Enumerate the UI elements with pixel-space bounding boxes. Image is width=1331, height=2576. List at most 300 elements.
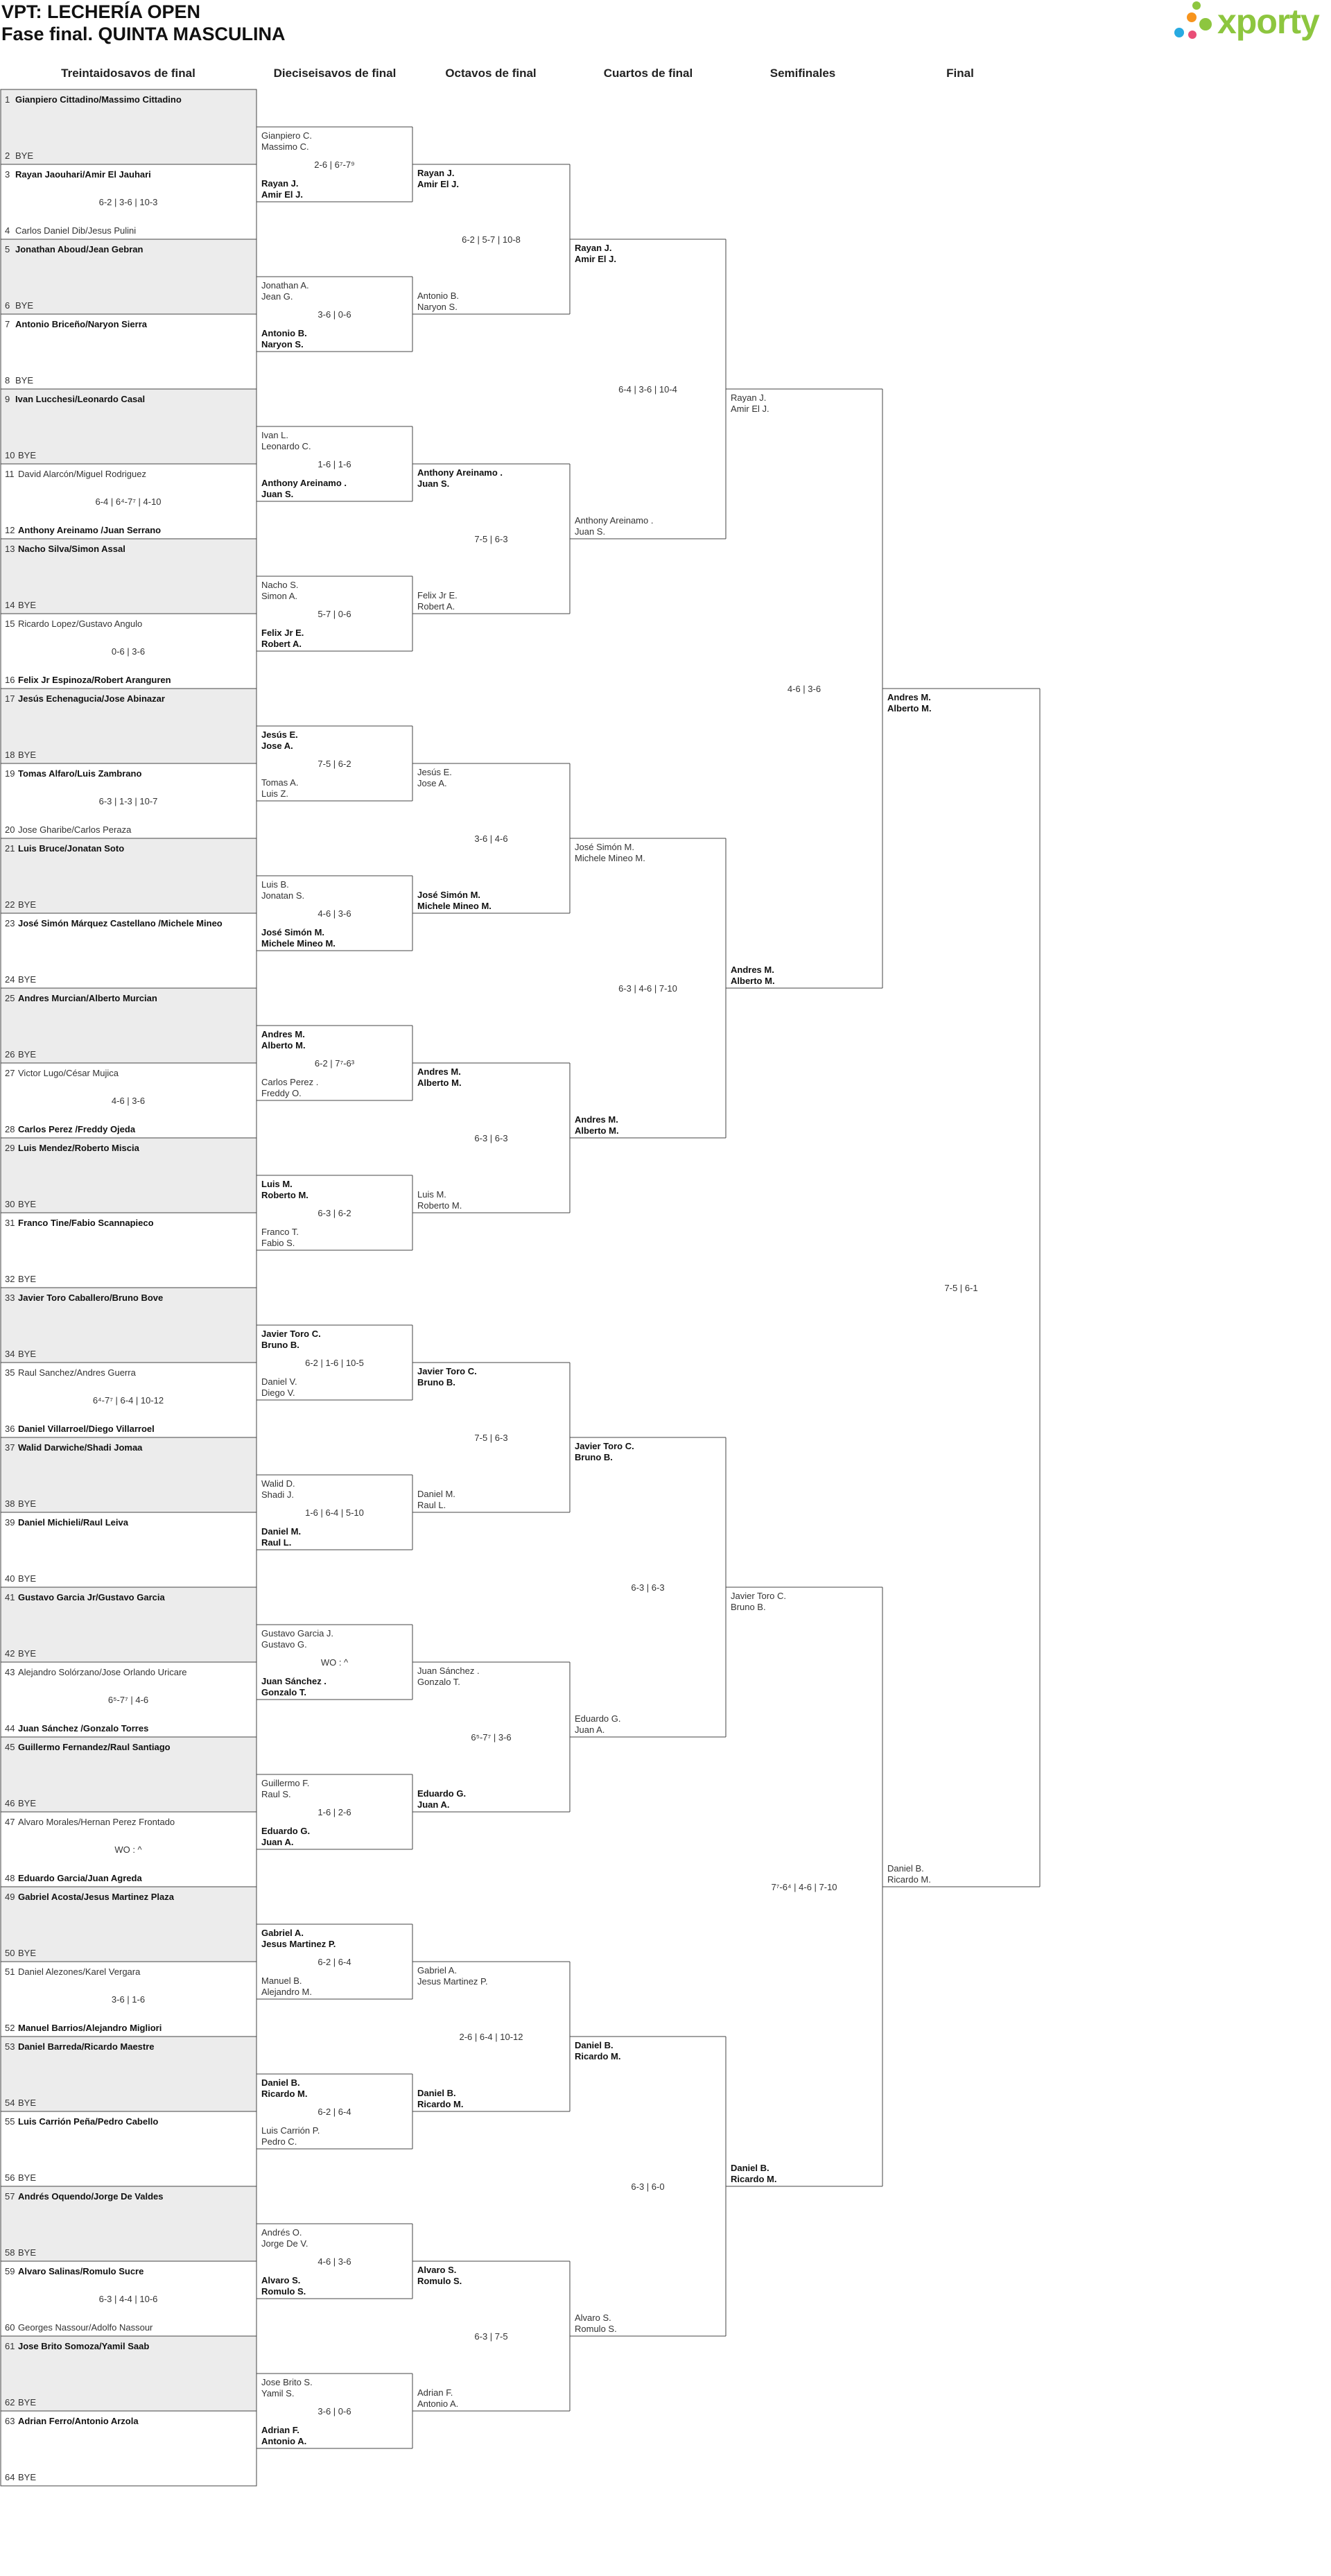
r16-team-bottom-name-2: Michele Mineo M. [261, 938, 336, 949]
sf-team-bottom-name-1: Daniel B. [731, 2163, 769, 2173]
qf-team-top-name-1: Daniel B. [575, 2040, 614, 2050]
r32-score: 4-6 | 3-6 [111, 1096, 146, 1106]
r32-team-top: Luis Bruce/Jonatan Soto [18, 843, 125, 854]
seed-number: 18 [5, 750, 15, 760]
r32-team-top: Ricardo Lopez/Gustavo Angulo [18, 619, 143, 629]
seed-number: 59 [5, 2266, 15, 2276]
r16-team-bottom-name-2: Diego V. [261, 1388, 295, 1398]
seed-number: 62 [5, 2397, 15, 2408]
r32-team-top: David Alarcón/Miguel Rodriguez [18, 469, 146, 479]
r32-team-bottom: Carlos Perez /Freddy Ojeda [18, 1124, 136, 1134]
r32-team-top: Alejandro Solórzano/Jose Orlando Uricare [18, 1667, 187, 1677]
r8-team-top-name-1: Rayan J. [417, 168, 455, 178]
qf-team-top-name-2: Ricardo M. [575, 2051, 621, 2061]
seed-number: 11 [5, 469, 15, 479]
r8-team-bottom-name-2: Ricardo M. [417, 2099, 464, 2109]
r16-score: 1-6 | 6-4 | 5-10 [305, 1507, 364, 1518]
r8-team-bottom-name-2: Raul L. [417, 1500, 446, 1510]
r16-score: 4-6 | 3-6 [317, 2256, 351, 2267]
r32-score: 6⁵-7⁷ | 4-6 [107, 1695, 149, 1705]
r16-team-bottom-name-2: Pedro C. [261, 2136, 297, 2147]
round-header-sf: Semifinales [769, 67, 836, 80]
r16-team-bottom-name-1: Daniel M. [261, 1526, 302, 1537]
seed-number: 31 [5, 1218, 15, 1228]
r16-team-top-name-1: Luis B. [261, 879, 289, 890]
r32-team-bottom: BYE [18, 1049, 37, 1060]
qf-score: 6-3 | 6-3 [631, 1582, 665, 1593]
r32-score: 6-2 | 3-6 | 10-3 [98, 197, 158, 207]
seed-number: 24 [5, 974, 15, 985]
r8-team-bottom-name-2: Michele Mineo M. [417, 901, 491, 911]
r32-team-top: Antonio Briceño/Naryon Sierra [15, 319, 147, 329]
r8-score: 7-5 | 6-3 [474, 1433, 508, 1443]
seed-number: 63 [5, 2416, 15, 2426]
seed-number: 42 [5, 1648, 15, 1659]
r32-team-top: Nacho Silva/Simon Assal [18, 544, 125, 554]
r16-team-bottom-name-1: Rayan J. [261, 178, 299, 189]
r16-team-top-name-1: Ivan L. [261, 430, 289, 440]
seed-number: 17 [5, 693, 15, 704]
r32-score: 3-6 | 1-6 [111, 1994, 146, 2005]
qf-team-bottom-name-2: Romulo S. [575, 2324, 617, 2334]
r32-team-bottom: Georges Nassour/Adolfo Nassour [18, 2322, 153, 2333]
r32-team-bottom: BYE [18, 1798, 37, 1808]
r8-team-top-name-1: Gabriel A. [417, 1965, 458, 1976]
seed-number: 39 [5, 1517, 15, 1528]
r32-team-bottom: BYE [18, 974, 37, 985]
page-subtitle: Fase final. QUINTA MASCULINA [1, 24, 286, 44]
r32-score: 0-6 | 3-6 [111, 646, 146, 657]
r8-team-bottom-name-1: Adrian F. [417, 2387, 453, 2398]
r32-team-bottom: BYE [15, 375, 34, 386]
r8-team-bottom-name-2: Naryon S. [417, 302, 458, 312]
round-header-qf: Cuartos de final [603, 67, 693, 80]
final-team-bottom-name-2: Ricardo M. [887, 1874, 931, 1885]
r32-team-bottom: Carlos Daniel Dib/Jesus Pulini [15, 225, 137, 236]
seed-number: 35 [5, 1367, 15, 1378]
r16-team-top-name-1: Nacho S. [261, 580, 299, 590]
seed-number: 3 [5, 169, 10, 180]
qf-team-bottom-name-1: Anthony Areinamo . [575, 515, 654, 526]
r16-team-top-name-2: Gustavo G. [261, 1639, 307, 1650]
r16-team-bottom-name-2: Fabio S. [261, 1238, 295, 1248]
seed-number: 5 [5, 244, 10, 254]
r32-team-top: Gabriel Acosta/Jesus Martinez Plaza [18, 1892, 174, 1902]
r8-team-bottom-name-1: Daniel M. [417, 1489, 455, 1499]
r8-team-top-name-2: Alberto M. [417, 1078, 462, 1088]
r32-score: WO : ^ [114, 1844, 142, 1855]
r16-team-bottom-name-2: Robert A. [261, 639, 302, 649]
r16-score: 2-6 | 6⁷-7⁹ [314, 159, 355, 170]
seed-number: 48 [5, 1873, 15, 1883]
r16-team-top-name-2: Raul S. [261, 1789, 291, 1799]
qf-team-top-name-1: José Simón M. [575, 842, 634, 852]
qf-team-top-name-2: Amir El J. [575, 254, 616, 264]
r32-team-top: Adrian Ferro/Antonio Arzola [18, 2416, 139, 2426]
r32-team-top: Andres Murcian/Alberto Murcian [18, 993, 157, 1003]
seed-number: 9 [5, 394, 10, 404]
seed-number: 33 [5, 1293, 15, 1303]
r32-team-top: Javier Toro Caballero/Bruno Bove [18, 1293, 164, 1303]
r8-team-top-name-1: Anthony Areinamo . [417, 467, 503, 478]
r8-score: 6⁵-7⁷ | 3-6 [471, 1732, 512, 1743]
r32-team-bottom: BYE [18, 2397, 37, 2408]
qf-team-bottom-name-2: Juan A. [575, 1724, 605, 1735]
seed-number: 10 [5, 450, 15, 460]
seed-number: 53 [5, 2041, 15, 2052]
r16-team-top-name-1: Gabriel A. [261, 1928, 304, 1938]
seed-number: 2 [5, 150, 10, 161]
r8-team-top-name-1: Javier Toro C. [417, 1366, 477, 1376]
seed-number: 29 [5, 1143, 15, 1153]
r16-score: 3-6 | 0-6 [317, 2406, 351, 2417]
r16-score: 3-6 | 0-6 [317, 309, 351, 320]
seed-number: 8 [5, 375, 10, 386]
sf-team-top-name-2: Amir El J. [731, 404, 769, 414]
r32-score: 6⁴-7⁷ | 6-4 | 10-12 [92, 1395, 164, 1406]
seed-number: 34 [5, 1349, 15, 1359]
seed-number: 4 [5, 225, 10, 236]
r32-team-bottom: BYE [18, 450, 37, 460]
r32-team-top: Ivan Lucchesi/Leonardo Casal [15, 394, 146, 404]
r32-team-top: Gianpiero Cittadino/Massimo Cittadino [15, 94, 182, 105]
r32-team-top: Gustavo Garcia Jr/Gustavo Garcia [18, 1592, 165, 1602]
r16-team-top-name-1: Javier Toro C. [261, 1329, 321, 1339]
sf-team-bottom-name-2: Ricardo M. [731, 2174, 777, 2184]
r16-team-top-name-2: Alberto M. [261, 1040, 306, 1051]
seed-number: 64 [5, 2472, 15, 2482]
qf-score: 6-3 | 4-6 | 7-10 [618, 983, 677, 994]
r16-team-top-name-1: Gianpiero C. [261, 130, 312, 141]
r16-score: 6-2 | 6-4 [317, 1957, 351, 1967]
seed-number: 41 [5, 1592, 15, 1602]
r8-score: 3-6 | 4-6 [474, 833, 508, 844]
r16-team-top-name-2: Simon A. [261, 591, 298, 601]
r32-team-bottom: Eduardo Garcia/Juan Agreda [18, 1873, 142, 1883]
r32-team-bottom: BYE [18, 1573, 37, 1584]
r16-team-bottom-name-1: Carlos Perez . [261, 1077, 319, 1087]
seed-number: 51 [5, 1966, 15, 1977]
r16-team-bottom-name-1: Daniel V. [261, 1376, 297, 1387]
r16-team-top-name-1: Jonathan A. [261, 280, 309, 291]
r16-team-top-name-2: Jonatan S. [261, 890, 305, 901]
r16-team-bottom-name-2: Romulo S. [261, 2286, 306, 2297]
r32-team-top: Guillermo Fernandez/Raul Santiago [18, 1742, 171, 1752]
sf-score: 7⁷-6⁴ | 4-6 | 7-10 [771, 1882, 837, 1892]
seed-number: 14 [5, 600, 15, 610]
r32-team-top: Raul Sanchez/Andres Guerra [18, 1367, 136, 1378]
r16-score: 1-6 | 1-6 [317, 459, 351, 469]
sf-score: 4-6 | 3-6 [787, 684, 821, 694]
seed-number: 56 [5, 2172, 15, 2183]
r16-team-top-name-1: Guillermo F. [261, 1778, 310, 1788]
r16-team-top-name-2: Yamil S. [261, 2388, 295, 2398]
seed-number: 40 [5, 1573, 15, 1584]
round-header-final: Final [946, 67, 974, 80]
r32-team-bottom: BYE [18, 1498, 37, 1509]
r8-team-bottom-name-1: José Simón M. [417, 890, 481, 900]
r8-team-bottom-name-2: Roberto M. [417, 1200, 462, 1211]
r32-team-bottom: BYE [18, 2098, 37, 2108]
r16-team-bottom-name-1: José Simón M. [261, 927, 325, 937]
r8-team-top-name-1: Alvaro S. [417, 2265, 457, 2275]
seed-number: 6 [5, 300, 10, 311]
r16-score: 6-2 | 1-6 | 10-5 [305, 1358, 364, 1368]
round-header-r32: Treintaidosavos de final [61, 67, 195, 80]
r8-team-bottom-name-1: Antonio B. [417, 291, 459, 301]
final-team-bottom-name-1: Daniel B. [887, 1863, 924, 1874]
logo-text: xporty [1217, 2, 1319, 41]
r32-team-bottom: BYE [18, 2472, 37, 2482]
r32-team-bottom: BYE [18, 2172, 37, 2183]
seed-number: 20 [5, 824, 15, 835]
r16-team-bottom-name-2: Amir El J. [261, 189, 303, 200]
r16-team-top-name-1: Jose Brito S. [261, 2377, 313, 2387]
final-team-top-name-1: Andres M. [887, 692, 931, 702]
r32-team-bottom: Daniel Villarroel/Diego Villarroel [18, 1424, 155, 1434]
r8-team-bottom-name-2: Juan A. [417, 1799, 450, 1810]
r32-score: 6-3 | 4-4 | 10-6 [98, 2294, 158, 2304]
r32-team-top: Luis Carrión Peña/Pedro Cabello [18, 2116, 159, 2127]
r16-score: 1-6 | 2-6 [317, 1807, 351, 1817]
r32-team-top: Walid Darwiche/Shadi Jomaa [18, 1442, 143, 1453]
r16-team-top-name-2: Jean G. [261, 291, 293, 302]
r16-team-bottom-name-1: Manuel B. [261, 1976, 302, 1986]
qf-team-bottom-name-2: Juan S. [575, 526, 606, 537]
seed-number: 37 [5, 1442, 15, 1453]
qf-team-bottom-name-2: Alberto M. [575, 1125, 619, 1136]
seed-number: 13 [5, 544, 15, 554]
r16-team-bottom-name-2: Raul L. [261, 1537, 292, 1548]
r32-team-top: Jesús Echenagucia/Jose Abinazar [18, 693, 165, 704]
r8-team-bottom-name-1: Luis M. [417, 1189, 446, 1200]
seed-number: 60 [5, 2322, 15, 2333]
sf-team-top-name-1: Rayan J. [731, 392, 767, 403]
r8-team-top-name-2: Jesus Martinez P. [417, 1976, 488, 1987]
sf-team-bottom-name-2: Alberto M. [731, 976, 775, 986]
seed-number: 26 [5, 1049, 15, 1060]
r16-score: 6-2 | 7⁷-6³ [314, 1058, 355, 1069]
r32-team-bottom: Juan Sánchez /Gonzalo Torres [18, 1723, 149, 1734]
r32-team-top: Daniel Alezones/Karel Vergara [18, 1966, 141, 1977]
r32-score: 6-3 | 1-3 | 10-7 [98, 796, 158, 806]
seed-number: 21 [5, 843, 15, 854]
r16-team-top-name-2: Jorge De V. [261, 2238, 308, 2249]
r16-score: 7-5 | 6-2 [317, 759, 351, 769]
r32-team-bottom: BYE [18, 1349, 37, 1359]
r32-score: 6-4 | 6⁴-7⁷ | 4-10 [95, 496, 162, 507]
r32-team-bottom: BYE [18, 600, 37, 610]
seed-number: 22 [5, 899, 15, 910]
r8-team-top-name-1: Juan Sánchez . [417, 1666, 480, 1676]
r8-team-bottom-name-1: Felix Jr E. [417, 590, 458, 600]
r8-team-top-name-2: Bruno B. [417, 1377, 455, 1388]
r8-team-top-name-2: Juan S. [417, 478, 450, 489]
r16-team-bottom-name-2: Naryon S. [261, 339, 304, 349]
seed-number: 52 [5, 2023, 15, 2033]
r16-team-top-name-1: Andrés O. [261, 2227, 302, 2238]
r16-team-bottom-name-1: Tomas A. [261, 777, 299, 788]
seed-number: 32 [5, 1274, 15, 1284]
qf-team-top-name-2: Bruno B. [575, 1452, 613, 1462]
r16-team-top-name-2: Shadi J. [261, 1489, 294, 1500]
seed-number: 49 [5, 1892, 15, 1902]
r16-team-top-name-1: Walid D. [261, 1478, 295, 1489]
r16-score: WO : ^ [320, 1657, 349, 1668]
r16-team-top-name-2: Bruno B. [261, 1340, 299, 1350]
r16-team-top-name-2: Massimo C. [261, 141, 309, 152]
r16-team-bottom-name-1: Alvaro S. [261, 2275, 301, 2285]
r16-team-bottom-name-2: Antonio A. [261, 2436, 307, 2446]
r16-team-bottom-name-2: Gonzalo T. [261, 1687, 306, 1697]
r8-team-top-name-1: Jesús E. [417, 767, 452, 777]
r8-team-bottom-name-2: Antonio A. [417, 2398, 459, 2409]
r32-team-bottom: Jose Gharibe/Carlos Peraza [18, 824, 132, 835]
r32-team-bottom: BYE [18, 750, 37, 760]
r16-team-bottom-name-1: Adrian F. [261, 2425, 299, 2435]
r32-team-bottom: BYE [18, 1648, 37, 1659]
r16-team-top-name-1: Luis M. [261, 1179, 293, 1189]
seed-number: 16 [5, 675, 15, 685]
r16-score: 6-3 | 6-2 [317, 1208, 351, 1218]
r8-team-top-name-2: Amir El J. [417, 179, 459, 189]
r32-team-top: Jose Brito Somoza/Yamil Saab [18, 2341, 150, 2351]
r32-team-top: Tomas Alfaro/Luis Zambrano [18, 768, 142, 779]
r32-team-bottom: BYE [18, 1199, 37, 1209]
r32-team-top: Alvaro Morales/Hernan Perez Frontado [18, 1817, 175, 1827]
seed-number: 61 [5, 2341, 15, 2351]
r8-score: 6-3 | 7-5 [474, 2331, 508, 2342]
r32-team-top: Alvaro Salinas/Romulo Sucre [18, 2266, 144, 2276]
round-header-r8: Octavos de final [445, 67, 537, 80]
seed-number: 23 [5, 918, 15, 928]
r16-team-top-name-1: Daniel B. [261, 2077, 300, 2088]
seed-number: 12 [5, 525, 15, 535]
r32-team-bottom: Anthony Areinamo /Juan Serrano [18, 525, 162, 535]
seed-number: 46 [5, 1798, 15, 1808]
seed-number: 30 [5, 1199, 15, 1209]
r8-team-top-name-2: Jose A. [417, 778, 447, 788]
r32-team-bottom: BYE [15, 150, 34, 161]
seed-number: 1 [5, 94, 10, 105]
qf-team-top-name-1: Javier Toro C. [575, 1441, 634, 1451]
r16-team-bottom-name-1: Franco T. [261, 1227, 299, 1237]
seed-number: 54 [5, 2098, 15, 2108]
seed-number: 57 [5, 2191, 15, 2202]
r16-team-bottom-name-1: Anthony Areinamo . [261, 478, 347, 488]
r32-team-bottom: BYE [18, 1948, 37, 1958]
r16-team-top-name-1: Andres M. [261, 1029, 305, 1039]
r32-team-bottom: Manuel Barrios/Alejandro Migliori [18, 2023, 162, 2033]
r16-team-bottom-name-1: Felix Jr E. [261, 628, 304, 638]
r8-team-top-name-2: Gonzalo T. [417, 1677, 460, 1687]
qf-team-bottom-name-1: Alvaro S. [575, 2313, 611, 2323]
r8-score: 7-5 | 6-3 [474, 534, 508, 544]
r16-team-bottom-name-1: Antonio B. [261, 328, 307, 338]
seed-number: 50 [5, 1948, 15, 1958]
r16-team-bottom-name-2: Luis Z. [261, 788, 289, 799]
r16-team-bottom-name-2: Juan S. [261, 489, 294, 499]
r32-team-top: Jonathan Aboud/Jean Gebran [15, 244, 143, 254]
sf-team-top-name-1: Javier Toro C. [731, 1591, 786, 1601]
r32-team-top: Luis Mendez/Roberto Miscia [18, 1143, 139, 1153]
seed-number: 19 [5, 768, 15, 779]
r16-team-top-name-2: Roberto M. [261, 1190, 308, 1200]
seed-number: 47 [5, 1817, 15, 1827]
r16-team-bottom-name-2: Juan A. [261, 1837, 294, 1847]
r32-team-bottom: BYE [18, 1274, 37, 1284]
r8-team-top-name-1: Andres M. [417, 1066, 461, 1077]
r16-team-bottom-name-1: Eduardo G. [261, 1826, 311, 1836]
seed-number: 7 [5, 319, 10, 329]
r8-team-top-name-2: Romulo S. [417, 2276, 462, 2286]
r8-team-bottom-name-1: Daniel B. [417, 2088, 456, 2098]
r32-team-top: Daniel Michieli/Raul Leiva [18, 1517, 128, 1528]
r16-team-bottom-name-1: Juan Sánchez . [261, 1676, 327, 1686]
r8-score: 6-3 | 6-3 [474, 1133, 508, 1143]
r16-team-top-name-2: Ricardo M. [261, 2089, 308, 2099]
seed-number: 27 [5, 1068, 15, 1078]
r32-team-top: Franco Tine/Fabio Scannapieco [18, 1218, 154, 1228]
r16-team-top-name-1: Gustavo Garcia J. [261, 1628, 334, 1639]
qf-team-bottom-name-1: Andres M. [575, 1114, 618, 1125]
seed-number: 28 [5, 1124, 15, 1134]
r16-score: 5-7 | 0-6 [317, 609, 351, 619]
r8-score: 6-2 | 5-7 | 10-8 [462, 234, 521, 245]
sf-team-bottom-name-1: Andres M. [731, 965, 774, 975]
seed-number: 25 [5, 993, 15, 1003]
final-score: 7-5 | 6-1 [944, 1283, 978, 1293]
final-team-top-name-2: Alberto M. [887, 703, 932, 714]
r8-team-bottom-name-2: Robert A. [417, 601, 455, 612]
r32-team-bottom: BYE [18, 2247, 37, 2258]
r16-team-bottom-name-2: Freddy O. [261, 1088, 302, 1098]
r16-team-bottom-name-1: Luis Carrión P. [261, 2125, 320, 2136]
r8-team-bottom-name-1: Eduardo G. [417, 1788, 467, 1799]
seed-number: 38 [5, 1498, 15, 1509]
r32-team-top: Andrés Oquendo/Jorge De Valdes [18, 2191, 164, 2202]
seed-number: 43 [5, 1667, 15, 1677]
r32-team-bottom: Felix Jr Espinoza/Robert Aranguren [18, 675, 171, 685]
seed-number: 36 [5, 1424, 15, 1434]
r16-team-top-name-1: Jesús E. [261, 729, 298, 740]
r16-team-top-name-2: Jose A. [261, 741, 293, 751]
seed-number: 15 [5, 619, 15, 629]
r32-team-top: Daniel Barreda/Ricardo Maestre [18, 2041, 155, 2052]
r16-team-bottom-name-2: Alejandro M. [261, 1987, 312, 1997]
seed-number: 45 [5, 1742, 15, 1752]
r16-score: 4-6 | 3-6 [317, 908, 351, 919]
r8-score: 2-6 | 6-4 | 10-12 [459, 2032, 523, 2042]
r32-team-top: José Simón Márquez Castellano /Michele Mineo [18, 918, 223, 928]
sf-team-top-name-2: Bruno B. [731, 1602, 766, 1612]
qf-score: 6-3 | 6-0 [631, 2181, 665, 2192]
r16-team-top-name-2: Jesus Martinez P. [261, 1939, 336, 1949]
page-title: VPT: LECHERÍA OPEN [1, 1, 201, 22]
round-header-r16: Dieciseisavos de final [273, 67, 397, 80]
seed-number: 44 [5, 1723, 15, 1734]
qf-score: 6-4 | 3-6 | 10-4 [618, 384, 677, 395]
seed-number: 55 [5, 2116, 15, 2127]
r16-score: 6-2 | 6-4 [317, 2107, 351, 2117]
qf-team-bottom-name-1: Eduardo G. [575, 1713, 621, 1724]
qf-team-top-name-2: Michele Mineo M. [575, 853, 645, 863]
r32-team-top: Victor Lugo/César Mujica [18, 1068, 119, 1078]
seed-number: 58 [5, 2247, 15, 2258]
r32-team-bottom: BYE [15, 300, 34, 311]
r32-team-top: Rayan Jaouhari/Amir El Jauhari [15, 169, 151, 180]
r32-team-bottom: BYE [18, 899, 37, 910]
